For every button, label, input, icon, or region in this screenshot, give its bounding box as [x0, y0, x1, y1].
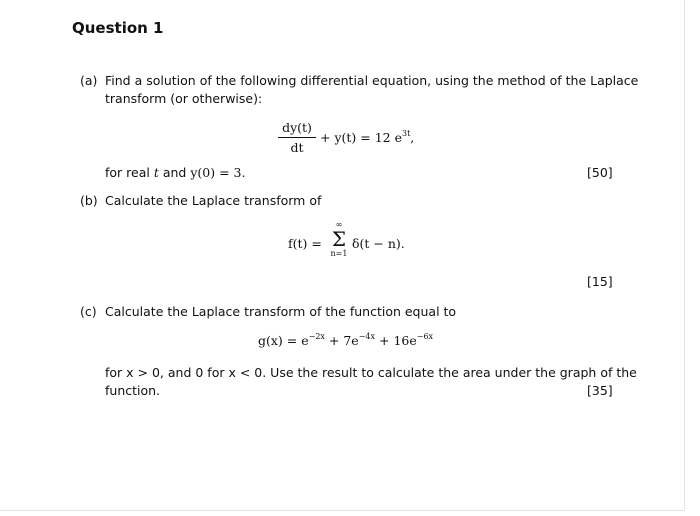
- part-a-condition: [105, 165, 245, 180]
- derivative-fraction: [278, 120, 316, 155]
- fraction-numerator: dy(t): [278, 120, 316, 138]
- part-b-eq-lhs: f(t) =: [288, 236, 322, 251]
- part-c-text2-line1: for x > 0, and 0 for x < 0. Use the result to calculate the area under the graph of the: [105, 365, 637, 380]
- g-lhs: g(x) = e: [258, 333, 309, 348]
- g-term3: + 16e: [375, 333, 417, 348]
- part-b-text: Calculate the Laplace transform of: [105, 193, 322, 208]
- g-exp1: −2x: [308, 332, 325, 341]
- equation-rest-text: + y(t) = 12 e: [320, 130, 402, 145]
- condition-post: and: [158, 165, 191, 180]
- part-b-label: (b): [80, 193, 98, 208]
- part-c-equation: [258, 333, 433, 348]
- equation-exponent: 3t: [401, 129, 411, 138]
- question-title: Question 1: [72, 19, 164, 37]
- g-exp3: −6x: [416, 332, 434, 341]
- part-a-marks: [50]: [587, 165, 613, 180]
- equation-end: ,: [410, 130, 415, 145]
- part-c-text2-line2: function.: [105, 383, 161, 398]
- part-a-text-line1: Find a solution of the following differential equation, using the method of the Laplace: [105, 73, 639, 88]
- condition-var: t: [153, 165, 159, 180]
- g-term2: + 7e: [324, 333, 359, 348]
- summation: [330, 220, 348, 258]
- part-c-marks: [35]: [587, 383, 613, 398]
- sum-symbol: Σ: [331, 227, 347, 251]
- sum-upper-limit: ∞: [335, 220, 343, 229]
- sum-lower-limit: n=1: [330, 249, 348, 258]
- part-c-label: (c): [80, 304, 97, 319]
- fraction-denominator: dt: [290, 140, 304, 155]
- part-c-text: Calculate the Laplace transform of the function equal to: [105, 304, 457, 319]
- part-a-equation-rest: [320, 130, 414, 145]
- part-b-marks: [15]: [587, 274, 613, 289]
- condition-pre: for real: [105, 165, 154, 180]
- part-b-eq-rhs: δ(t − n).: [352, 236, 405, 251]
- g-exp2: −4x: [358, 332, 376, 341]
- condition-eq: y(0) = 3.: [190, 165, 246, 180]
- part-a-label: (a): [80, 73, 98, 88]
- part-a-text-line2: transform (or otherwise):: [105, 91, 263, 106]
